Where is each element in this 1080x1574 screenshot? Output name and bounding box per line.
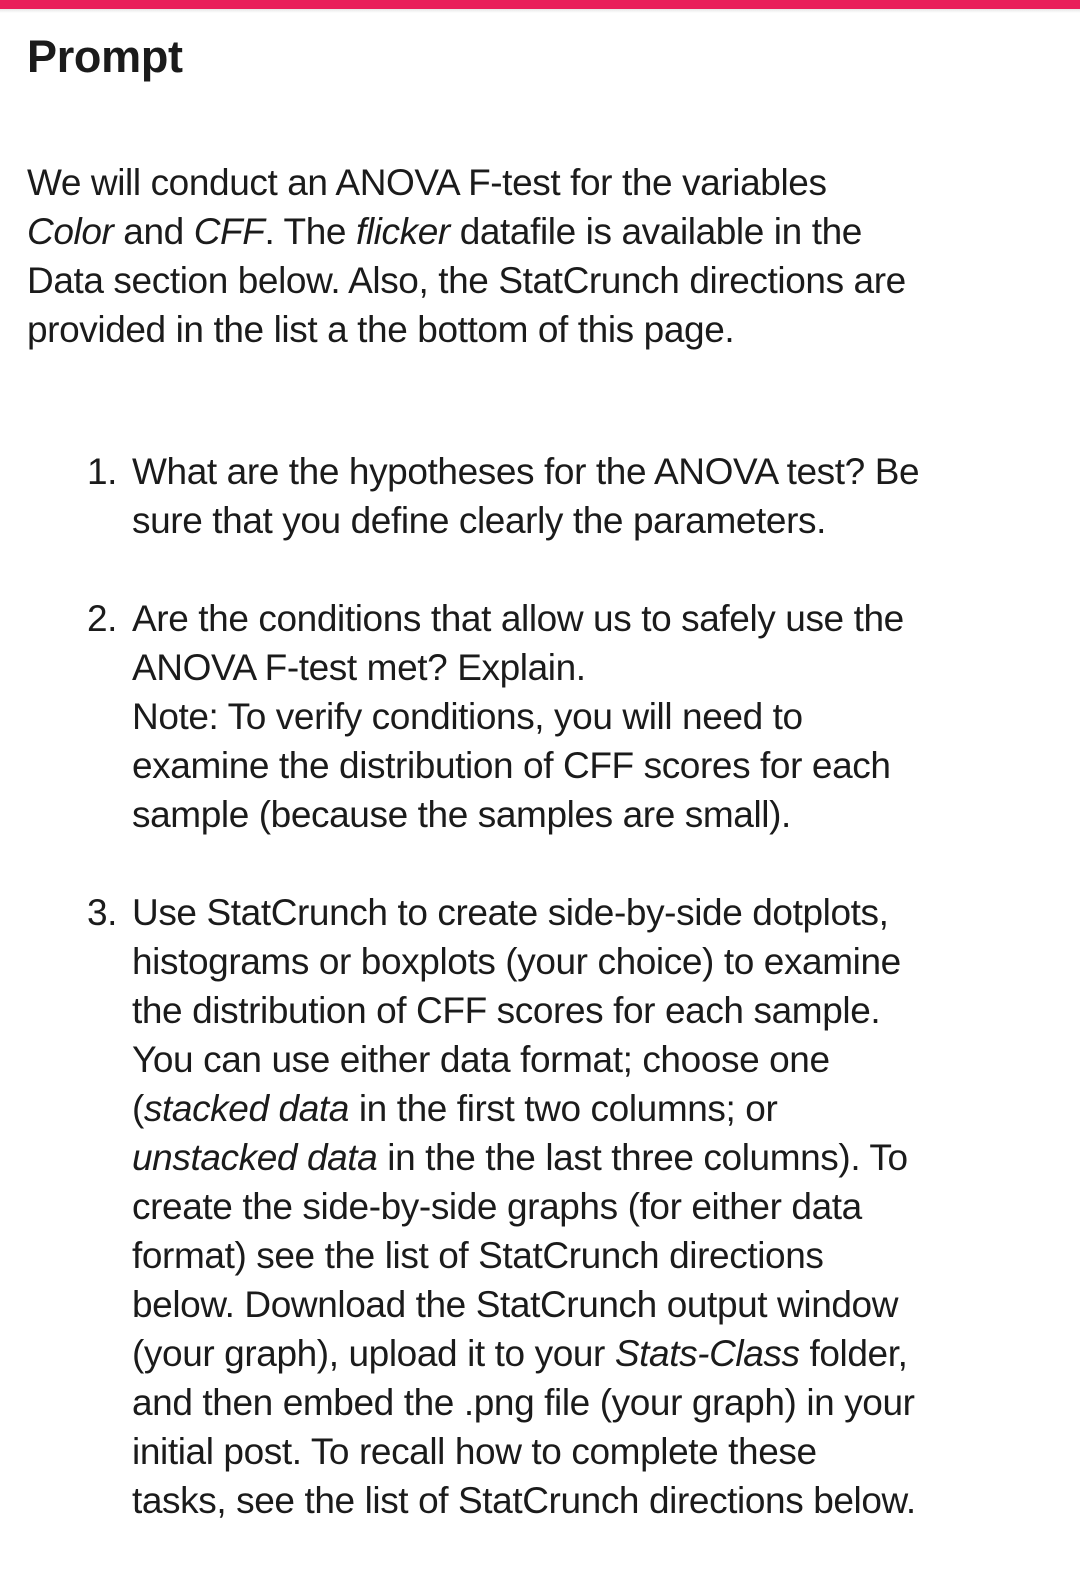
- item-line: [132, 1084, 1057, 1133]
- item-text: (: [132, 1088, 144, 1129]
- list-item-1: [27, 447, 1057, 545]
- intro-text: and: [113, 211, 194, 252]
- folder-name: Stats-Class: [614, 1333, 800, 1374]
- variable-color: Color: [27, 211, 114, 252]
- item-line: initial post. To recall how to complete these: [132, 1431, 817, 1472]
- item-line: sure that you define clearly the parameters.: [132, 500, 826, 541]
- intro-line: [27, 256, 1057, 305]
- list-number: 3.: [87, 892, 118, 933]
- item-line: sample (because the samples are small).: [132, 794, 791, 835]
- item-line: format) see the list of StatCrunch directions: [132, 1235, 824, 1276]
- item-line: Note: To verify conditions, you will need to: [132, 696, 803, 737]
- list-item-2: [27, 594, 1057, 839]
- intro-text: datafile is available in the: [449, 211, 862, 252]
- item-text: folder,: [799, 1333, 908, 1374]
- item-line: examine the distribution of CFF scores for each: [132, 745, 891, 786]
- item-line: [132, 1329, 1057, 1378]
- intro-text: We will conduct an ANOVA F-test for the variables: [27, 162, 827, 203]
- item-line: create the side-by-side graphs (for either data: [132, 1186, 862, 1227]
- variable-cff: CFF: [193, 211, 265, 252]
- item-line: ANOVA F-test met? Explain.: [132, 647, 586, 688]
- item-line: below. Download the StatCrunch output window: [132, 1284, 899, 1325]
- unstacked-data-term: unstacked data: [132, 1137, 378, 1178]
- item-line: What are the hypotheses for the ANOVA test? Be: [132, 451, 920, 492]
- item-text: in the the last three columns). To: [377, 1137, 908, 1178]
- list-item-3: [27, 888, 1057, 1525]
- top-accent-bar: [0, 0, 1080, 9]
- item-line: Use StatCrunch to create side-by-side dotplots,: [132, 892, 889, 933]
- list-number: 2.: [87, 598, 118, 639]
- intro-paragraph: [27, 158, 1057, 354]
- item-line: the distribution of CFF scores for each sample.: [132, 990, 881, 1031]
- top-bar-shadow: [0, 9, 1080, 13]
- item-line: and then embed the .png file (your graph) in your: [132, 1382, 915, 1423]
- item-line: tasks, see the list of StatCrunch directions below.: [132, 1480, 916, 1521]
- item-line: [132, 1133, 1057, 1182]
- prompt-content: [27, 30, 1057, 1574]
- list-number: 1.: [87, 451, 118, 492]
- item-text: in the first two columns; or: [348, 1088, 778, 1129]
- item-line: You can use either data format; choose one: [132, 1039, 830, 1080]
- intro-line: [27, 305, 1057, 354]
- intro-line: [27, 207, 1057, 256]
- stacked-data-term: stacked data: [143, 1088, 349, 1129]
- intro-text: provided in the list a the bottom of this page.: [27, 309, 735, 350]
- intro-line: [27, 158, 1057, 207]
- datafile-name: flicker: [355, 211, 450, 252]
- intro-text: . The: [264, 211, 356, 252]
- item-line: Are the conditions that allow us to safely use the: [132, 598, 904, 639]
- intro-text: Data section below. Also, the StatCrunch directions are: [27, 260, 906, 301]
- question-list: [27, 447, 1057, 1525]
- item-line: histograms or boxplots (your choice) to examine: [132, 941, 901, 982]
- item-text: (your graph), upload it to your: [132, 1333, 615, 1374]
- page-title: Prompt: [27, 31, 183, 82]
